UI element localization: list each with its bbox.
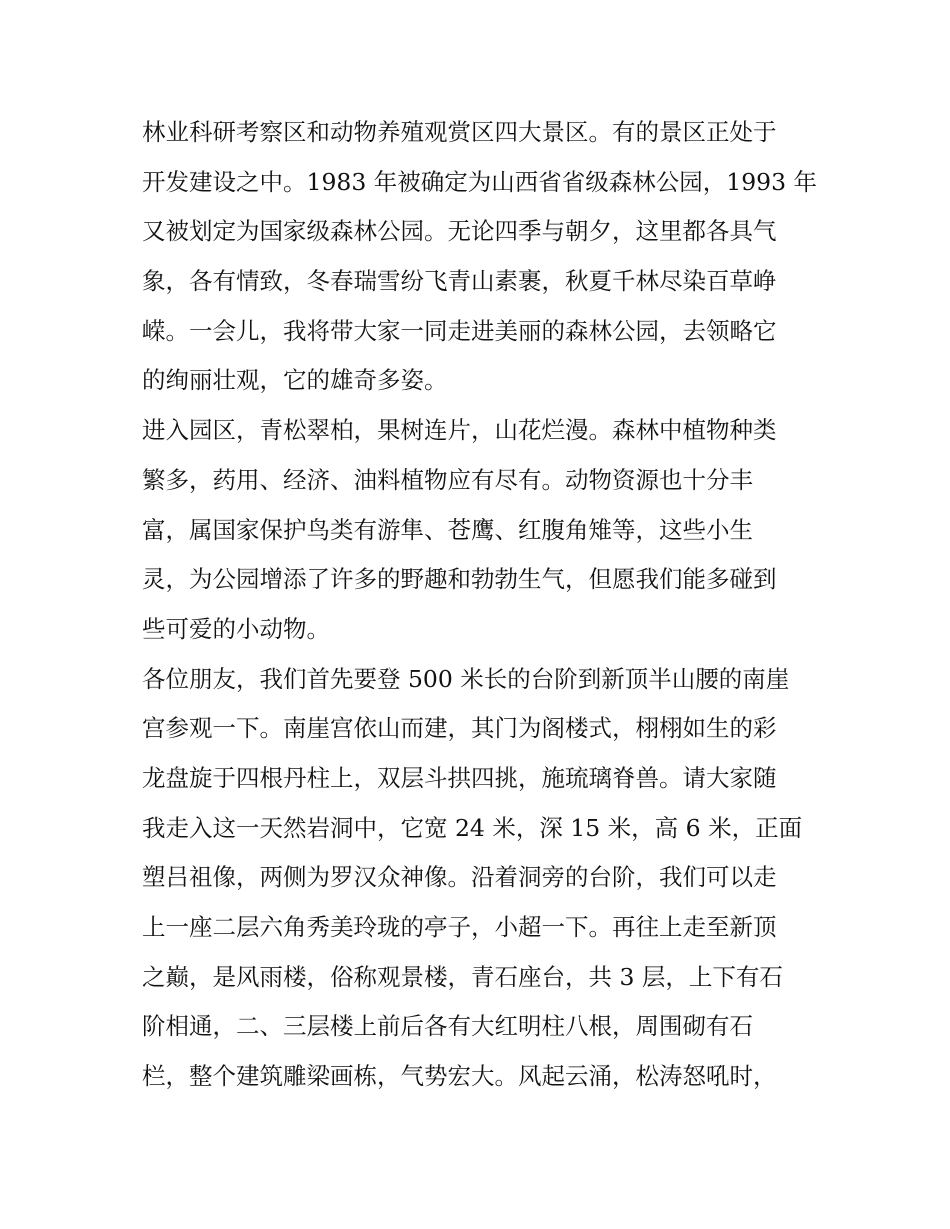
text-line: 之巅，是风雨楼，俗称观景楼，青石座台，共 3 层，上下有石 <box>142 962 783 991</box>
text-line: 开发建设之中。1983 年被确定为山西省省级森林公园，1993 年 <box>142 167 818 196</box>
text-line: 宫参观一下。南崖宫依山而建，其门为阁楼式，栩栩如生的彩 <box>142 714 777 743</box>
text-line: 龙盘旋于四根丹柱上，双层斗拱四挑，施琉璃脊兽。请大家随 <box>142 763 777 792</box>
text-line: 繁多，药用、经济、油料植物应有尽有。动物资源也十分丰 <box>142 465 753 494</box>
text-line: 富，属国家保护鸟类有游隼、苍鹰、红腹角雉等，这些小生 <box>142 515 753 544</box>
text-line: 进入园区，青松翠柏，果树连片，山花烂漫。森林中植物种类 <box>142 416 777 445</box>
text-line: 嵘。一会儿，我将带大家一同走进美丽的森林公园，去领略它 <box>142 316 777 345</box>
text-line: 我走入这一天然岩洞中，它宽 24 米，深 15 米，高 6 米，正面 <box>142 813 803 842</box>
text-line: 各位朋友，我们首先要登 500 米长的台阶到新顶半山腰的南崖 <box>142 664 790 693</box>
text-line: 灵，为公园增添了许多的野趣和勃勃生气，但愿我们能多碰到 <box>142 565 777 594</box>
text-line: 塑吕祖像，两侧为罗汉众神像。沿着洞旁的台阶，我们可以走 <box>142 863 777 892</box>
text-line: 栏，整个建筑雕梁画栋，气势宏大。风起云涌，松涛怒吼时， <box>142 1062 777 1091</box>
text-line: 些可爱的小动物。 <box>142 614 330 643</box>
text-line: 阶相通，二、三层楼上前后各有大红明柱八根，周围砌有石 <box>142 1012 753 1041</box>
text-line: 的绚丽壮观，它的雄奇多姿。 <box>142 366 448 395</box>
text-line: 林业科研考察区和动物养殖观赏区四大景区。有的景区正处于 <box>142 118 777 146</box>
text-line: 象，各有情致，冬春瑞雪纷飞青山素裹，秋夏千林尽染百草峥 <box>142 267 777 296</box>
body-text <box>142 108 822 1102</box>
text-line: 上一座二层六角秀美玲珑的亭子，小超一下。再往上走至新顶 <box>142 913 777 941</box>
text-line: 又被划定为国家级森林公园。无论四季与朝夕，这里都各具气 <box>142 217 777 246</box>
